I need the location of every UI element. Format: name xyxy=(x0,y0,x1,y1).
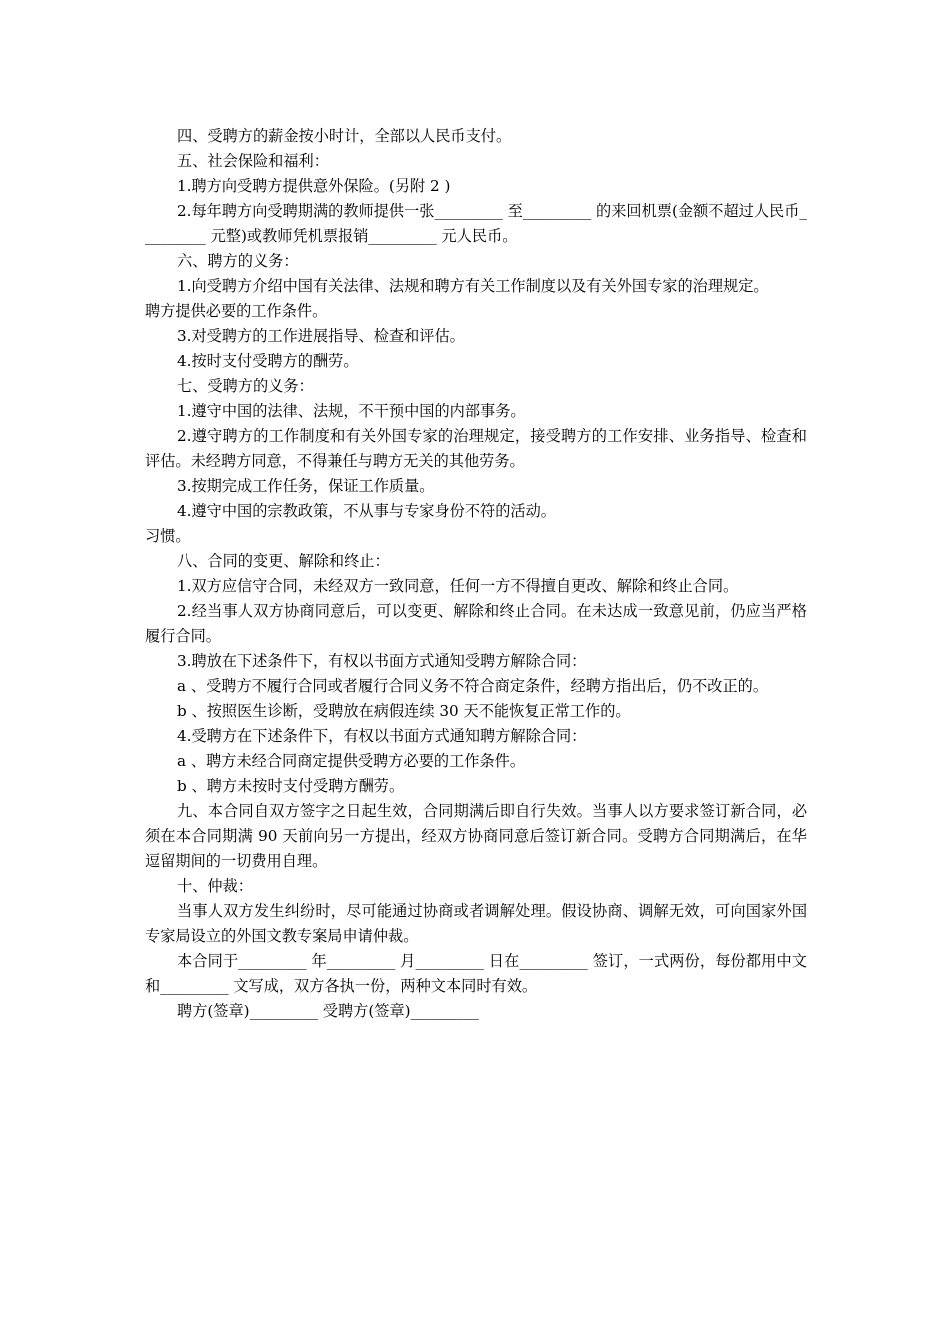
paragraph: 当事人双方发生纠纷时，尽可能通过协商或者调解处理。假设协商、调解无效，可向国家外国专家局设立的外国文教专案局申请仲裁。 xyxy=(145,902,807,945)
paragraph: 3.按期完成工作任务，保证工作质量。 xyxy=(177,477,435,495)
paragraph: 五、社会保险和福利： xyxy=(177,152,329,170)
paragraph: 4.受聘方在下述条件下，有权以书面方式通知聘方解除合同： xyxy=(177,727,587,745)
paragraph: 聘方提供必要的工作条件。 xyxy=(145,302,328,320)
paragraph: 四、受聘方的薪金按小时计，全部以人民币支付。 xyxy=(177,127,512,145)
paragraph: 聘方(签章)_________ 受聘方(签章)_________ xyxy=(177,1002,479,1020)
paragraph: b 、按照医生诊断，受聘放在病假连续 30 天不能恢复正常工作的。 xyxy=(177,702,631,720)
paragraph: 七、受聘方的义务： xyxy=(177,377,314,395)
paragraph: a 、聘方未经合同商定提供受聘方必要的工作条件。 xyxy=(177,752,526,770)
paragraph: 本合同于_________ 年_________ 月_________ 日在_________ 签订，一式两份，每份都用中文和_________ 文写成，双方各执一份，两种文本同时有效。 xyxy=(145,952,807,995)
paragraph: 4.遵守中国的宗教政策，不从事与专家身份不符的活动。 xyxy=(177,502,556,520)
paragraph: 1.遵守中国的法律、法规，不干预中国的内部事务。 xyxy=(177,402,526,420)
paragraph: 2.每年聘方向受聘期满的教师提供一张_________ 至_________ 的来回机票(金额不超过人民币_________ 元整)或教师凭机票报销_________ 元人民币。 xyxy=(145,202,807,245)
paragraph: 十、仲裁： xyxy=(177,877,253,895)
paragraph: 1.双方应信守合同，未经双方一致同意，任何一方不得擅自更改、解除和终止合同。 xyxy=(177,577,739,595)
paragraph: 1.向受聘方介绍中国有关法律、法规和聘方有关工作制度以及有关外国专家的治理规定。 xyxy=(177,277,769,295)
paragraph: 九、本合同自双方签字之日起生效，合同期满后即自行失效。当事人以方要求签订新合同，必须在本合同期满 90 天前向另一方提出，经双方协商同意后签订新合同。受聘方合同期满后，在华逗留期间的一切费用自理。 xyxy=(145,802,807,870)
paragraph: 3.对受聘方的工作进展指导、检查和评估。 xyxy=(177,327,465,345)
paragraph: 六、聘方的义务： xyxy=(177,252,299,270)
paragraph: 2.遵守聘方的工作制度和有关外国专家的治理规定，接受聘方的工作安排、业务指导、检查和评估。未经聘方同意，不得兼任与聘方无关的其他劳务。 xyxy=(145,427,807,470)
paragraph: 习惯。 xyxy=(145,527,191,545)
paragraph: 2.经当事人双方协商同意后，可以变更、解除和终止合同。在未达成一致意见前，仍应当严格履行合同。 xyxy=(145,602,807,645)
paragraph: 3.聘放在下述条件下，有权以书面方式通知受聘方解除合同： xyxy=(177,652,587,670)
paragraph: b 、聘方未按时支付受聘方酬劳。 xyxy=(177,777,405,795)
document-body xyxy=(145,124,807,1024)
paragraph: 4.按时支付受聘方的酬劳。 xyxy=(177,352,359,370)
paragraph: 八、合同的变更、解除和终止： xyxy=(177,552,390,570)
paragraph: a 、受聘方不履行合同或者履行合同义务不符合商定条件，经聘方指出后，仍不改正的。 xyxy=(177,677,769,695)
paragraph: 1.聘方向受聘方提供意外保险。(另附 2 ) xyxy=(177,177,451,195)
